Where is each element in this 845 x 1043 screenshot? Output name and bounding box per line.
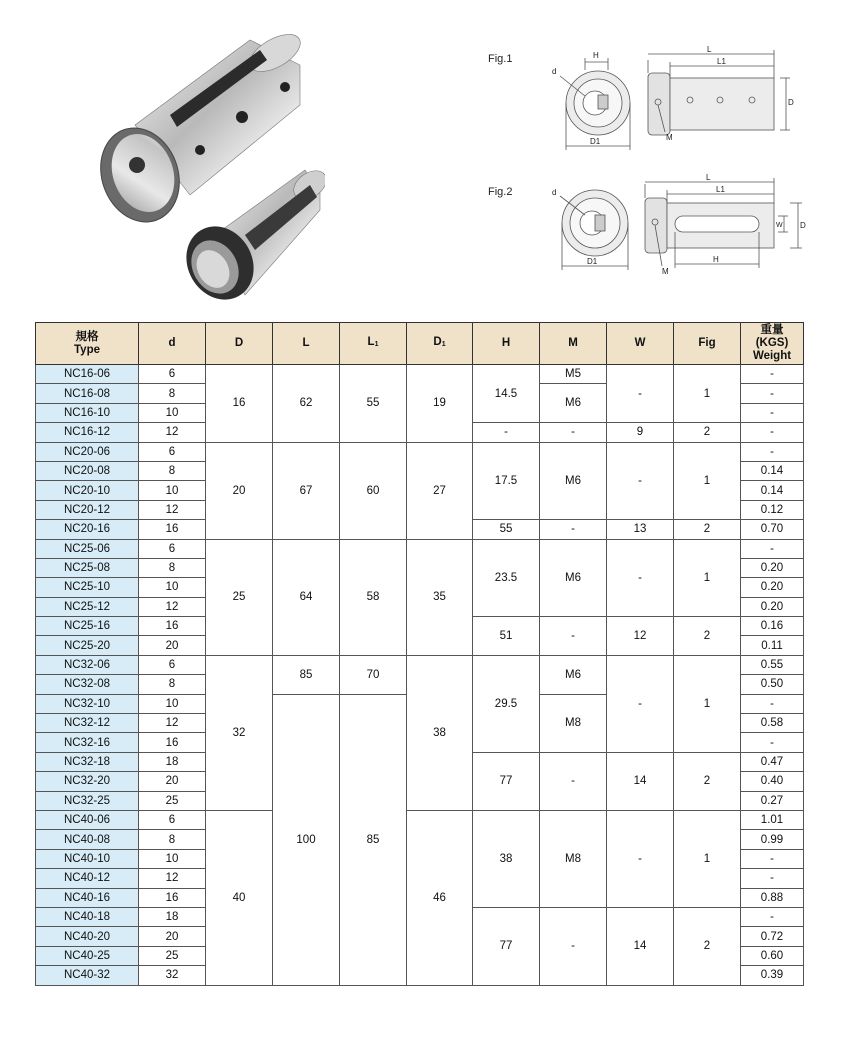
cell-D: 25 [206,539,273,655]
table-row [36,655,804,674]
cell-weight: 0.40 [741,772,804,791]
fig2-l-label: L [706,173,711,182]
cell-d: 6 [139,539,206,558]
header-L1-main: L [367,336,375,348]
cell-D1: 38 [407,655,473,810]
cell-W: 14 [607,752,674,810]
cell-M: M6 [540,442,607,520]
cell-W: 9 [607,423,674,442]
cell-d: 8 [139,830,206,849]
cell-W: - [607,655,674,752]
cell-type: NC25-20 [36,636,139,655]
cell-H: - [473,423,540,442]
cell-d: 12 [139,597,206,616]
cell-fig: 2 [674,423,741,442]
cell-type: NC40-08 [36,830,139,849]
header-L: L [273,323,340,365]
fig1-d1-label: D1 [590,137,601,146]
cell-weight: 0.99 [741,830,804,849]
cell-M: - [540,520,607,539]
cell-type: NC40-20 [36,927,139,946]
cell-M: - [540,423,607,442]
cell-weight: 0.58 [741,714,804,733]
cell-type: NC20-16 [36,520,139,539]
cell-type: NC25-06 [36,539,139,558]
cell-type: NC16-06 [36,365,139,384]
cell-L1: 58 [340,539,407,655]
fig1-dd-label: D [788,98,794,107]
cell-d: 16 [139,733,206,752]
cell-type: NC25-12 [36,597,139,616]
header-D1 [407,323,473,365]
header-d: d [139,323,206,365]
cell-weight: 0.20 [741,597,804,616]
cell-d: 8 [139,461,206,480]
cell-d: 6 [139,655,206,674]
cell-d: 8 [139,558,206,577]
cell-weight: - [741,539,804,558]
cell-weight: 0.72 [741,927,804,946]
cell-type: NC40-06 [36,810,139,829]
cell-d: 10 [139,578,206,597]
cell-weight: 0.20 [741,578,804,597]
fig2-d-label: d [552,188,557,197]
cell-type: NC32-16 [36,733,139,752]
cell-weight: - [741,403,804,422]
fig1-h-label: H [593,51,599,60]
cell-W: - [607,810,674,907]
header-Fig: Fig [674,323,741,365]
cell-weight: - [741,384,804,403]
cell-d: 10 [139,403,206,422]
header-weight-cn: 重量 [760,324,784,336]
cell-weight: - [741,907,804,926]
cell-fig: 2 [674,520,741,539]
header-weight-en: Weight [752,350,792,362]
cell-H: 51 [473,617,540,656]
fig2-dd-label: D [800,221,806,230]
cell-M: M6 [540,539,607,617]
cell-type: NC16-12 [36,423,139,442]
cell-type: NC32-20 [36,772,139,791]
cell-D: 16 [206,365,273,443]
cell-L: 67 [273,442,340,539]
header-D1-sub: 1 [441,341,446,348]
cell-D1: 19 [407,365,473,443]
cell-L1: 85 [340,694,407,985]
cell-M: M6 [540,384,607,423]
cell-d: 16 [139,520,206,539]
cell-type: NC40-12 [36,869,139,888]
cell-W: 12 [607,617,674,656]
cell-type: NC40-32 [36,966,139,985]
fig2-diagram [540,170,810,280]
cell-type: NC16-10 [36,403,139,422]
cell-d: 10 [139,849,206,868]
cell-type: NC40-16 [36,888,139,907]
cell-W: 13 [607,520,674,539]
table-row [36,442,804,461]
cell-L1: 70 [340,655,407,694]
cell-d: 10 [139,694,206,713]
cell-d: 10 [139,481,206,500]
cell-fig: 1 [674,655,741,752]
cell-H: 77 [473,752,540,810]
cell-fig: 1 [674,442,741,520]
cell-d: 16 [139,617,206,636]
cell-type: NC25-10 [36,578,139,597]
cell-d: 25 [139,791,206,810]
cell-weight: - [741,365,804,384]
header-type-cn: 規格 [75,330,99,343]
cell-W: - [607,365,674,423]
table-row [36,810,804,829]
cell-weight: 1.01 [741,810,804,829]
cell-type: NC32-08 [36,675,139,694]
cell-type: NC32-06 [36,655,139,674]
cell-weight: 0.47 [741,752,804,771]
cell-D: 32 [206,655,273,810]
fig1-m-label: M [666,133,673,142]
cell-d: 12 [139,869,206,888]
cell-type: NC32-10 [36,694,139,713]
cell-d: 32 [139,966,206,985]
cell-W: - [607,539,674,617]
cell-d: 20 [139,636,206,655]
fig2-m-label: M [662,267,669,276]
cell-fig: 2 [674,907,741,985]
cell-type: NC20-10 [36,481,139,500]
fig2-w-label: W [776,222,783,229]
cell-H: 55 [473,520,540,539]
cell-d: 20 [139,772,206,791]
cell-H: 14.5 [473,365,540,423]
table-row [36,365,804,384]
cell-M: - [540,907,607,985]
cell-D1: 46 [407,810,473,985]
cell-weight: 0.50 [741,675,804,694]
header-W: W [607,323,674,365]
cell-M: M8 [540,694,607,752]
cell-weight: - [741,694,804,713]
product-photo [95,25,325,305]
header-H: H [473,323,540,365]
cell-d: 8 [139,384,206,403]
cell-H: 17.5 [473,442,540,520]
cell-M: - [540,617,607,656]
cell-type: NC32-18 [36,752,139,771]
cell-d: 6 [139,365,206,384]
cell-d: 18 [139,752,206,771]
cell-H: 23.5 [473,539,540,617]
header-type [36,323,139,365]
cell-H: 77 [473,907,540,985]
cell-weight: 0.70 [741,520,804,539]
table-header-row [36,323,804,365]
header-M: M [540,323,607,365]
header-D: D [206,323,273,365]
cell-M: M6 [540,655,607,694]
header-L1 [340,323,407,365]
fig2-h-label: H [713,255,719,264]
cell-weight: 0.39 [741,966,804,985]
cell-fig: 1 [674,365,741,423]
fig1-label: Fig.1 [488,53,513,65]
cell-type: NC32-25 [36,791,139,810]
cell-fig: 1 [674,810,741,907]
spec-table [35,322,804,986]
table-row [36,539,804,558]
cell-weight: 0.55 [741,655,804,674]
cell-L: 62 [273,365,340,443]
cell-type: NC20-08 [36,461,139,480]
cell-weight: 0.16 [741,617,804,636]
cell-L: 100 [273,694,340,985]
table-body [36,365,804,986]
cell-L1: 55 [340,365,407,443]
cell-weight: 0.27 [741,791,804,810]
header-L1-sub: 1 [374,341,379,348]
cell-D: 40 [206,810,273,985]
cell-fig: 2 [674,617,741,656]
cell-d: 16 [139,888,206,907]
cell-type: NC20-12 [36,500,139,519]
cell-weight: 0.14 [741,481,804,500]
fig1-diagram [540,40,800,155]
fig2-l1-label: L1 [716,185,725,194]
cell-H: 29.5 [473,655,540,752]
cell-L: 85 [273,655,340,694]
cell-weight: - [741,442,804,461]
cell-d: 18 [139,907,206,926]
cell-M: M5 [540,365,607,384]
cell-weight: 0.14 [741,461,804,480]
cell-W: - [607,442,674,520]
cell-d: 20 [139,927,206,946]
header-weight [741,323,804,365]
cell-d: 12 [139,500,206,519]
cell-d: 6 [139,810,206,829]
cell-type: NC40-18 [36,907,139,926]
cell-weight: 0.20 [741,558,804,577]
cell-weight: 0.11 [741,636,804,655]
cell-L: 64 [273,539,340,655]
cell-weight: 0.12 [741,500,804,519]
cell-fig: 1 [674,539,741,617]
fig2-d1-label: D1 [587,257,598,266]
cell-W: 14 [607,907,674,985]
cell-type: NC40-10 [36,849,139,868]
cell-type: NC40-25 [36,946,139,965]
cell-weight: - [741,869,804,888]
fig2-label: Fig.2 [488,186,513,198]
cell-weight: - [741,423,804,442]
header-D1-main: D [433,336,442,348]
cell-type: NC25-08 [36,558,139,577]
cell-weight: 0.60 [741,946,804,965]
cell-D1: 35 [407,539,473,655]
cell-fig: 2 [674,752,741,810]
cell-weight: 0.88 [741,888,804,907]
cell-D: 20 [206,442,273,539]
cell-D1: 27 [407,442,473,539]
cell-weight: - [741,849,804,868]
cell-M: - [540,752,607,810]
cell-d: 12 [139,423,206,442]
cell-type: NC32-12 [36,714,139,733]
cell-M: M8 [540,810,607,907]
cell-type: NC20-06 [36,442,139,461]
cell-H: 38 [473,810,540,907]
fig1-d-label: d [552,67,557,76]
cell-L1: 60 [340,442,407,539]
cell-type: NC16-08 [36,384,139,403]
fig1-l1-label: L1 [717,57,726,66]
fig1-l-label: L [707,45,712,54]
header-type-en: Type [74,343,100,356]
cell-weight: - [741,733,804,752]
cell-d: 6 [139,442,206,461]
header-weight-unit: (KGS) [755,337,789,349]
cell-d: 8 [139,675,206,694]
cell-d: 25 [139,946,206,965]
cell-d: 12 [139,714,206,733]
cell-type: NC25-16 [36,617,139,636]
